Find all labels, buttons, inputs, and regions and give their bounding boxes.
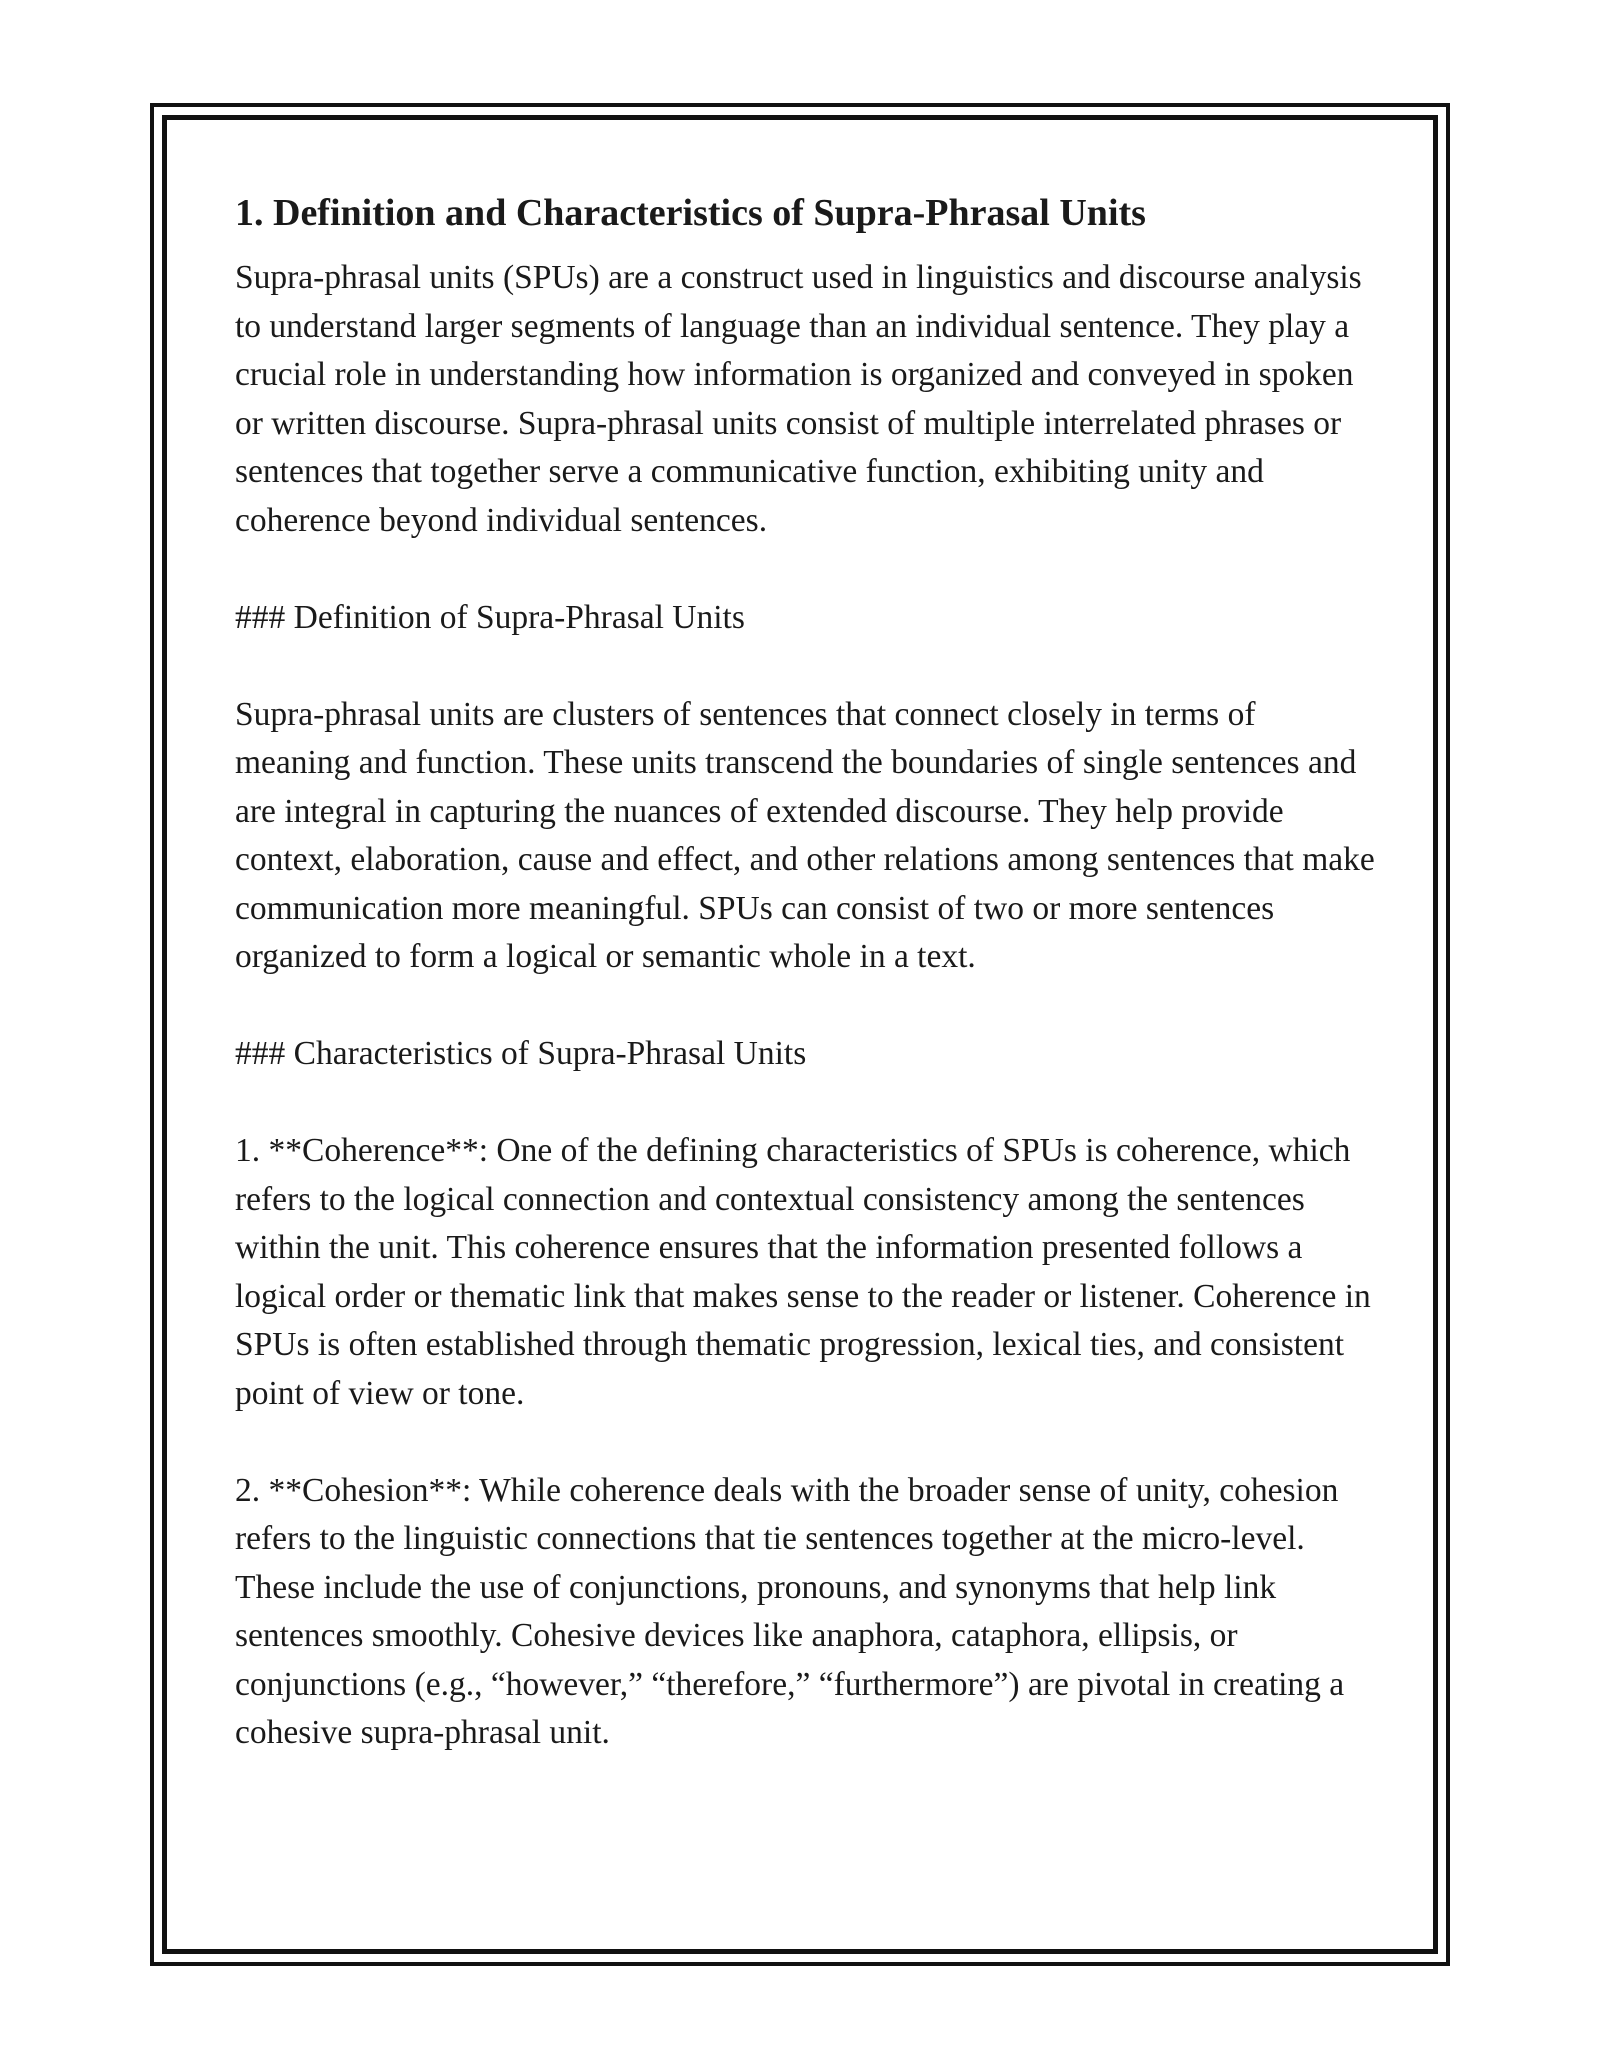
spacer [235,1079,1375,1128]
document-body [235,188,1375,1758]
coherence-paragraph: 1. **Coherence**: One of the defining characteristics of SPUs is coherence, which refers to the logical connection and contextual consistency among the sentences within the unit. This coherence ensures that the information presented follows a logical order or thematic link that makes sense to the reader or listener. Coherence in SPUs is often established through thematic progression, lexical ties, and consistent point of view or tone. [235,1132,1371,1412]
spacer [235,1418,1375,1467]
spacer [235,642,1375,691]
spacer [235,982,1375,1031]
intro-paragraph: Supra-phrasal units (SPUs) are a construct used in linguistics and discourse analysis to understand larger segments of language than an individual sentence. They play a crucial role in understanding how information is organized and conveyed in spoken or written discourse. Supra-phrasal units consist of multiple interrelated phrases or sentences that together serve a communicative function, exhibiting unity and coherence beyond individual sentences. [235,259,1362,539]
document-title: 1. Definition and Characteristics of Supra-Phrasal Units [235,192,1146,234]
cohesion-paragraph: 2. **Cohesion**: While coherence deals with the broader sense of unity, cohesion refers to the linguistic connections that tie sentences together at the micro-level. These include the use of conjunctions, pronouns, and synonyms that help link sentences smoothly. Cohesive devices like anaphora, cataphora, ellipsis, or conjunctions (e.g., “however,” “therefore,” “furthermore”) are pivotal in creating a cohesive supra-phrasal unit. [235,1471,1345,1751]
spacer [235,545,1375,594]
characteristics-heading: ### Characteristics of Supra-Phrasal Units [235,1035,807,1072]
definition-heading: ### Definition of Supra-Phrasal Units [235,598,745,636]
definition-paragraph: Supra-phrasal units are clusters of sentences that connect closely in terms of meaning and function. These units transcend the boundaries of single sentences and are integral in capturing the nuances of extended discourse. They help provide context, elaboration, cause and effect, and other relations among sentences that make communication more meaningful. SPUs can consist of two or more sentences organized to form a logical or semantic whole in a text. [235,695,1375,975]
